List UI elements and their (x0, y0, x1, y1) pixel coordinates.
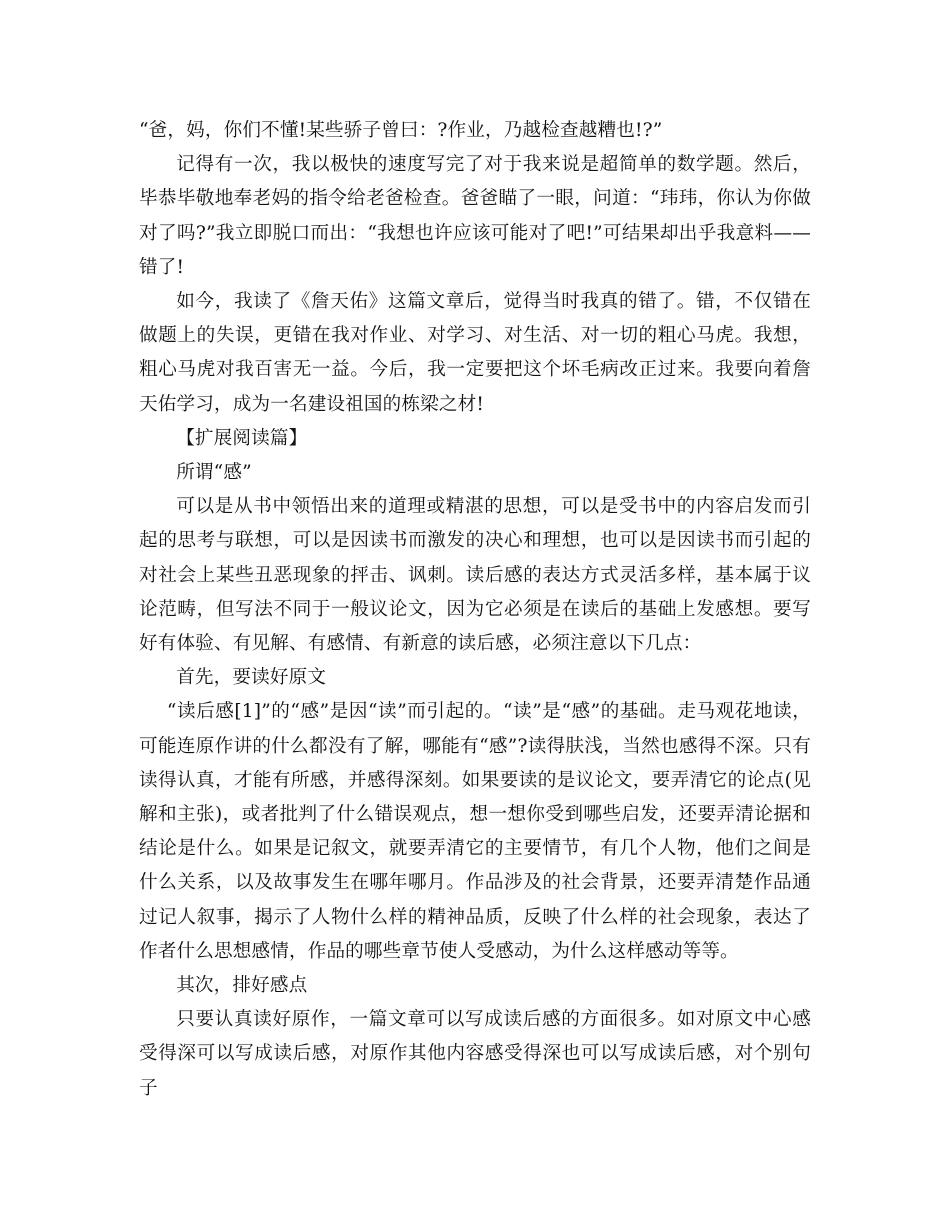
paragraph-read-original-body: “读后感[1]”的“感”是因“读”而引起的。“读”是“感”的基础。走马观花地读，可能连原作讲的什么都没有了解，哪能有“感”?读得肤浅，当然也感得不深。只有读得认真，才能有所感，并感得深刻。如果要读的是议论文，要弄清它的论点(见解和主张)，或者批判了什么错误观点，想一想你受到哪些启发，还要弄清论据和结论是什么。如果是记叙文，就要弄清它的主要情节，有几个人物，他们之间是什么关系，以及故事发生在哪年哪月。作品涉及的社会背景，还要弄清楚作品通过记人叙事，揭示了人物什么样的精神品质，反映了什么样的社会现象，表达了作者什么思想感情，作品的哪些章节使人受感动，为什么这样感动等等。 (139, 701, 811, 962)
paragraph-reflection: 如今，我读了《詹天佑》这篇文章后，觉得当时我真的错了。错，不仅错在做题上的失误，更错在我对作业、对学习、对生活、对一切的粗心马虎。我想，粗心马虎对我百害无一益。今后，我一定要把这个坏毛病改正过来。我要向着詹天佑学习，成为一名建设祖国的栋梁之材! (139, 291, 811, 415)
paragraph-feeling-definition: 可以是从书中领悟出来的道理或精湛的思想，可以是受书中的内容启发而引起的思考与联想，可以是因读书而激发的决心和理想，也可以是因读书而引起的对社会上某些丑恶现象的抨击、讽刺。读后感的表达方式灵活多样，基本属于议论范畴，但写法不同于一般议论文，因为它必须是在读后的基础上发感想。要写好有体验、有见解、有感情、有新意的读后感，必须注意以下几点： (139, 496, 811, 655)
paragraph-arrange-points-body: 只要认真读好原作，一篇文章可以写成读后感的方面很多。如对原文中心感受得深可以写成读后感，对原作其他内容感受得深也可以写成读后感，对个别句子 (139, 1009, 811, 1099)
subheading-so-called-feeling: 所谓“感” (176, 462, 252, 484)
paragraph-quote: “爸，妈，你们不懂!某些骄子曾曰：?作业，乃越检查越糟也!?” (139, 120, 663, 141)
paragraph-memory: 记得有一次，我以极快的速度写完了对于我来说是超简单的数学题。然后，毕恭毕敬地奉老妈的指令给老爸检查。爸爸瞄了一眼，问道：“玮玮，你认为你做对了吗?”我立即脱口而出：“我想也许应该可能对了吧!”可结果却出乎我意料——错了! (139, 154, 811, 278)
subheading-arrange-points: 其次，排好感点 (176, 975, 308, 997)
document-body (139, 114, 811, 1106)
section-heading-extended-reading: 【扩展阅读篇】 (176, 427, 308, 449)
subheading-read-original: 首先，要读好原文 (176, 667, 327, 689)
